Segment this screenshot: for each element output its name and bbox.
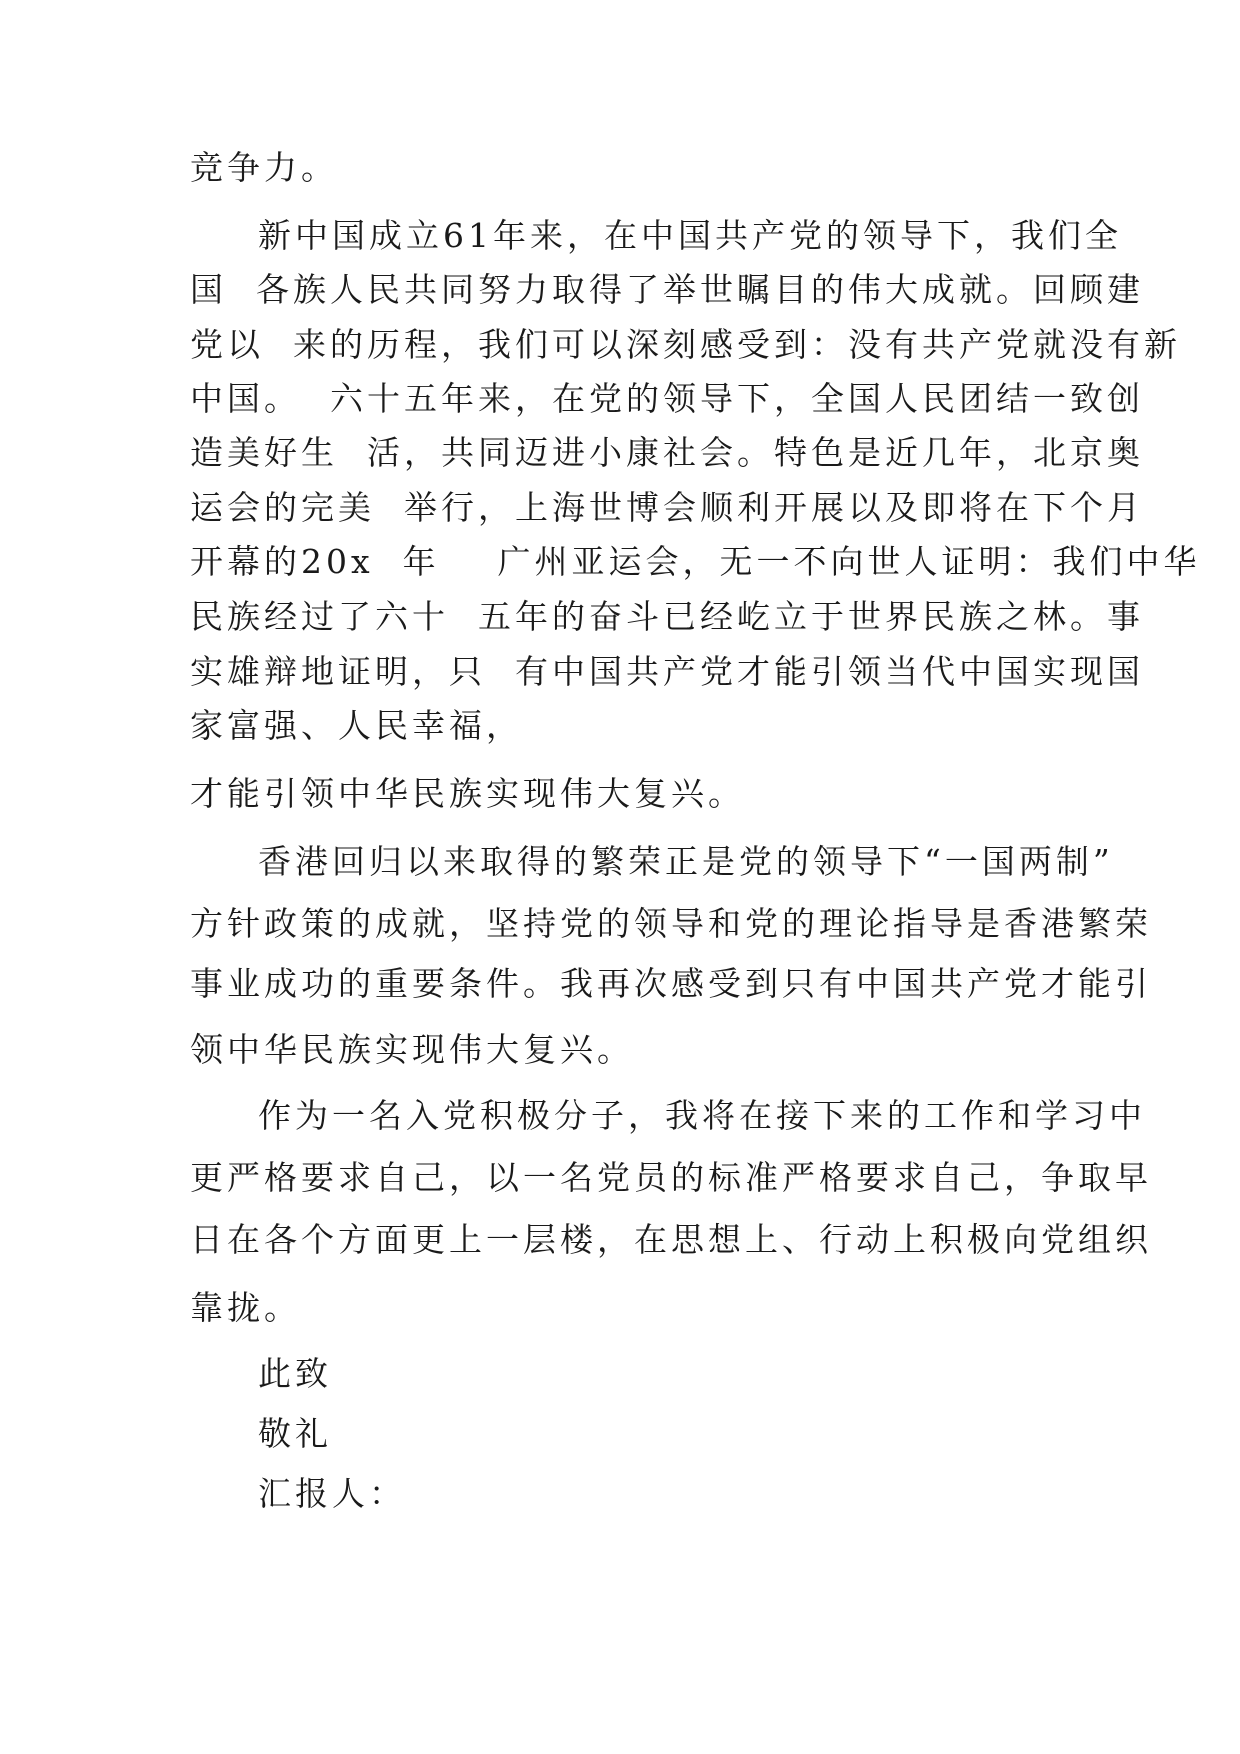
paragraph-1-line: 民族经过了六十 五年的奋斗已经屹立于世界民族之林。事 [190, 597, 1144, 636]
paragraph-1-line: 造美好生 活，共同迈进小康社会。特色是近几年，北京奥 [190, 433, 1144, 472]
paragraph-2-line: 事业成功的重要条件。我再次感受到只有中国共产党才能引 [190, 964, 1152, 1003]
paragraph-1-line: 党以 来的历程，我们可以深刻感受到：没有共产党就没有新 [190, 325, 1181, 364]
paragraph-1-line: 实雄辩地证明，只 有中国共产党才能引领当代中国实现国 [190, 652, 1144, 691]
paragraph-1-line: 国 各族人民共同努力取得了举世瞩目的伟大成就。回顾建 [190, 270, 1144, 309]
paragraph-1-line: 中国。 六十五年来，在党的领导下，全国人民团结一致创 [190, 379, 1144, 418]
paragraph-1-line: 才能引领中华民族实现伟大复兴。 [190, 774, 745, 813]
closing-salutation: 此致 [258, 1354, 332, 1393]
paragraph-1-line: 新中国成立61年来，在中国共产党的领导下，我们全 [258, 216, 1122, 255]
paragraph-1-line: 家富强、人民幸福， [190, 706, 523, 745]
paragraph-3-line: 靠拢。 [190, 1288, 301, 1327]
text-line: 竞争力。 [190, 148, 338, 187]
closing-regards: 敬礼 [258, 1414, 332, 1453]
paragraph-2-line: 方针政策的成就，坚持党的领导和党的理论指导是香港繁荣 [190, 904, 1152, 943]
paragraph-1-line: 开幕的20x 年 广州亚运会，无一不向世人证明：我们中华 [190, 542, 1201, 581]
paragraph-3-line: 更严格要求自己，以一名党员的标准严格要求自己，争取早 [190, 1158, 1152, 1197]
paragraph-1-line: 运会的完美 举行，上海世博会顺利开展以及即将在下个月 [190, 488, 1144, 527]
paragraph-3-line: 作为一名入党积极分子，我将在接下来的工作和学习中 [258, 1096, 1146, 1135]
reporter-signature-label: 汇报人： [258, 1474, 406, 1513]
paragraph-2-line: 领中华民族实现伟大复兴。 [190, 1030, 634, 1069]
paragraph-2-line: 香港回归以来取得的繁荣正是党的领导下“一国两制” [258, 842, 1114, 881]
paragraph-3-line: 日在各个方面更上一层楼，在思想上、行动上积极向党组织 [190, 1220, 1152, 1259]
